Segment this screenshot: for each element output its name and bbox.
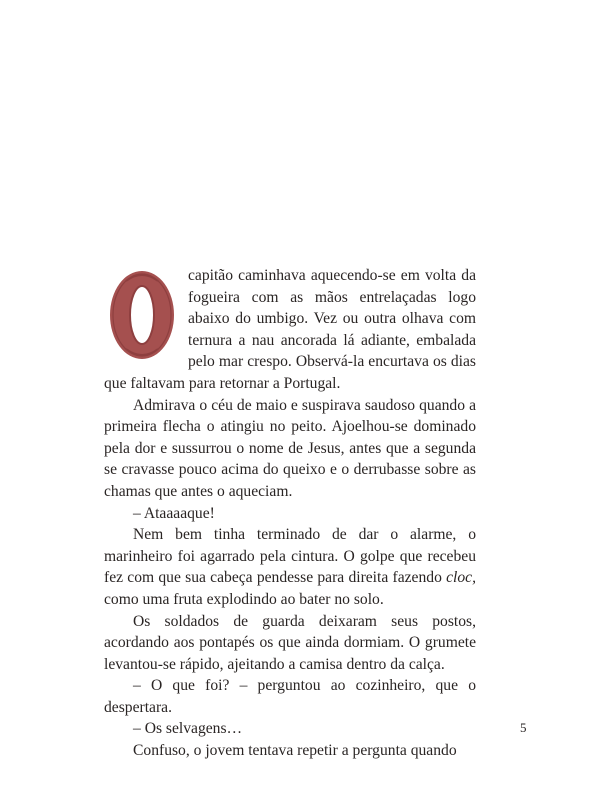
paragraph-2: Admirava o céu de maio e suspirava saudoso quando a primeira flecha o atingiu no peito. Ajoelhou-se dominado pela dor e sussurrou o nome de Jesus, antes que a segunda se cravasse pouco acima do queixo e o derrubasse sobre as chamas que antes o aqueciam. [104, 396, 476, 500]
dialogue-attack: – Ataaaaque! [133, 504, 215, 522]
page-number: 5 [520, 720, 527, 735]
dropcap-letter-o [104, 267, 182, 362]
paragraph-1: capitão caminhava aquecendo-se em volta da fogueira com as mãos entrelaçadas logo abaixo do umbigo. Vez ou outra olhava com ternura a nau ancorada lá adiante, embalada pelo mar crespo. Observá-la encurtava os dias que faltavam para retornar a Portugal. [104, 267, 476, 392]
dialogue-savages: – Os selvagens… [133, 720, 243, 738]
dialogue-question: – O que foi? – perguntou ao cozinheiro, que o despertara. [104, 677, 476, 716]
paragraph-4: Os soldados de guarda deixaram seus postos, acordando aos pontapés os que ainda dormiam. O grumete levantou-se rápido, ajeitando a camisa dentro da calça. [104, 612, 476, 673]
paragraph-3-text-b: como uma fruta explodindo ao bater no solo. [104, 590, 384, 608]
paragraph-5: Confuso, o jovem tentava repetir a pergunta quando [133, 742, 457, 760]
svg-text:O: O [104, 267, 105, 268]
paragraph-3 [104, 524, 476, 610]
paragraph-3-italic: cloc, [446, 569, 476, 587]
chapter-text [104, 265, 476, 762]
paragraph-3-text-a: Nem bem tinha terminado de dar o alarme, o marinheiro foi agarrado pela cintura. O golpe que recebeu fez com que sua cabeça pendesse para direita fazendo [104, 526, 476, 587]
